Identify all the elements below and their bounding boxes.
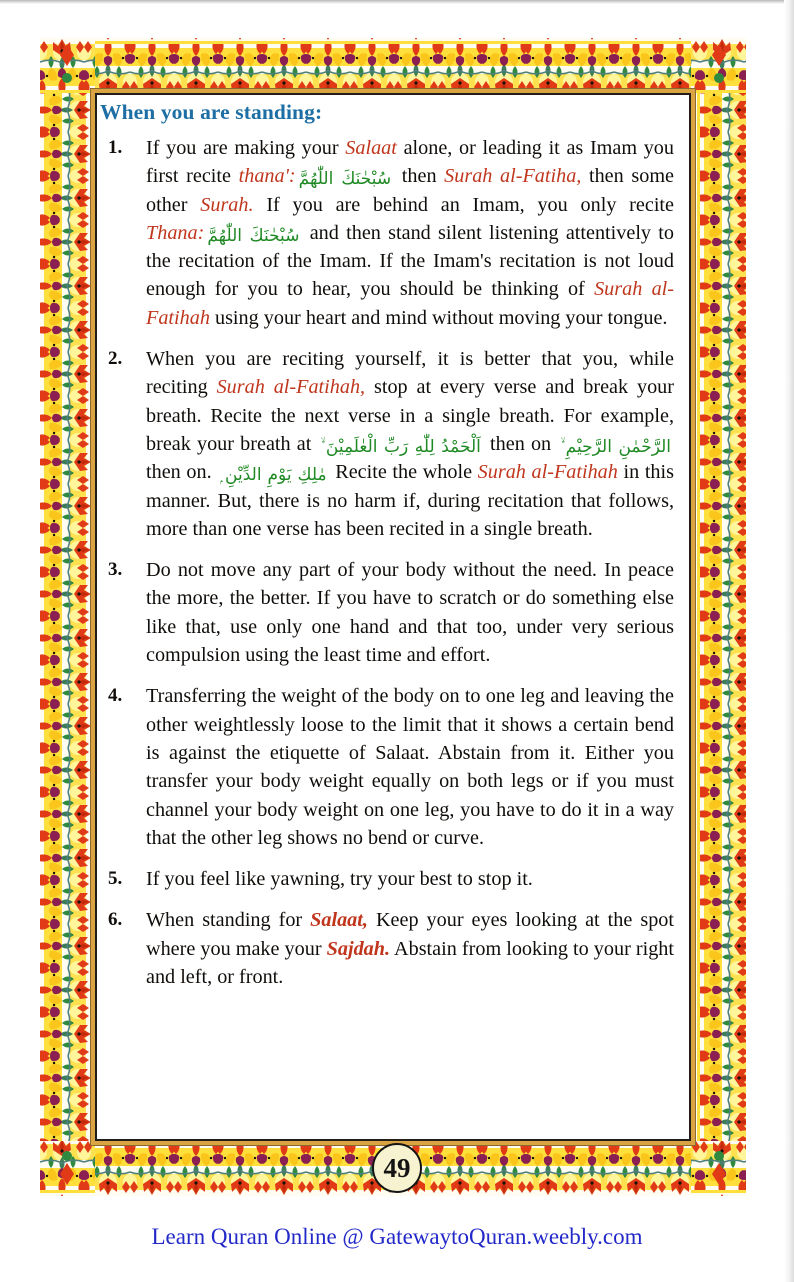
text-run: alone, or leading it as Imam you first recite <box>146 137 674 188</box>
text-run: When you are reciting yourself, it is better that you, while reciting <box>146 348 674 399</box>
scan-edge-right <box>784 0 794 1282</box>
text-run: Recite the whole <box>329 461 478 484</box>
page-number: 49 <box>383 1152 411 1183</box>
emphasised-term: Surah al-Fatihah <box>477 461 618 484</box>
rule-number: 5. <box>108 868 123 890</box>
rule-text <box>146 865 674 893</box>
text-run: then some other <box>146 165 674 216</box>
border-scallop-edge <box>40 38 746 42</box>
arabic-phrase: اَلْحَمْدُ لِلّٰهِ رَبِّ الْعٰلَمِيْنَ ۙ <box>320 436 481 457</box>
rule-text <box>146 682 674 852</box>
rule-number: 6. <box>108 909 123 931</box>
emphasised-term: Surah al-Fatihah <box>146 278 675 329</box>
text-run: When standing for <box>146 909 311 932</box>
text-run: then <box>394 165 445 188</box>
emphasised-term: Surah al-Fatihah, <box>216 376 366 399</box>
rule-item <box>100 134 674 332</box>
page-number-badge <box>372 1143 422 1193</box>
scan-edge-top <box>0 0 794 4</box>
rule-number: 3. <box>108 559 123 581</box>
text-run: and then stand silent listening attentively to the recitation of the Imam. If the Imam's recitation is not loud enough for you to hear, you should be thinking of <box>146 221 674 301</box>
text-run: Do not move any part of your body without the need. In peace the more, the better. If you have to scratch or do something else like that, use only one hand and that too, under very serious compulsion using the least time and effort. <box>146 559 674 667</box>
arabic-phrase: مٰلِكِ يَوْمِ الدِّيْنِ ۭ <box>220 465 327 486</box>
emphasised-term: Surah. <box>200 193 254 216</box>
arabic-phrase: سُبْحٰنَكَ اللّٰهُمَّ <box>298 169 392 190</box>
rule-number: 1. <box>108 137 123 158</box>
text-run: If you feel like yawning, try your best to stop it. <box>146 868 533 891</box>
rule-item <box>100 556 674 669</box>
text-run: Abstain from looking to your right and left, or front. <box>146 937 674 989</box>
emphasised-term: thana': <box>238 165 296 188</box>
text-run: then on <box>483 432 558 455</box>
rule-item <box>100 906 674 991</box>
rule-number: 4. <box>108 685 123 707</box>
text-run: Transferring the weight of the body on to one leg and leaving the other weightlessly loose to the limit that it shows a certain bend is against the etiquette of Salaat. Abstain from it. Either you transfer your body weight equally on both legs or if you must channel your body weight on one leg, you have to do it in a way that the other leg shows no bend or curve. <box>146 685 674 849</box>
emphasised-term: Thana: <box>146 221 205 244</box>
rule-number: 2. <box>108 348 123 370</box>
text-run: then on. <box>146 461 218 484</box>
rule-item <box>100 345 674 543</box>
text-run: stop at every verse and break your breath. Recite the next verse in a single breath. For example, break your breath at <box>146 376 674 455</box>
rule-text <box>146 906 674 991</box>
rules-list <box>100 134 674 991</box>
text-run: If you are making your <box>146 137 346 159</box>
text-run: using your heart and mind without moving your tongue. <box>209 306 668 329</box>
rule-text <box>146 134 674 332</box>
page-content <box>100 100 674 1120</box>
rule-text <box>146 345 674 543</box>
rule-item <box>100 865 674 893</box>
text-run: in this manner. But, there is no harm if, during recitation that follows, more than one verse has been recited in a single breath. <box>146 461 674 540</box>
text-run: Keep your eyes looking at the spot where you make your <box>146 909 674 960</box>
footer-credit: Learn Quran Online @ GatewaytoQuran.weebly.com <box>151 1224 643 1249</box>
page-heading: When you are standing: <box>100 100 323 124</box>
rule-item <box>100 682 674 852</box>
emphasised-term: Surah al-Fatiha, <box>444 165 582 188</box>
emphasised-term: Salaat <box>345 137 397 159</box>
rule-text <box>146 556 674 669</box>
arabic-phrase: سُبْحٰنَكَ اللّٰهُمَّ <box>207 225 300 246</box>
text-run: If you are behind an Imam, you only recite <box>253 193 675 216</box>
emphasised-term: Salaat, <box>310 909 368 932</box>
emphasised-term: Sajdah. <box>326 937 391 960</box>
arabic-phrase: الرَّحْمٰنِ الرَّحِيْمِ ۙ <box>560 436 672 457</box>
